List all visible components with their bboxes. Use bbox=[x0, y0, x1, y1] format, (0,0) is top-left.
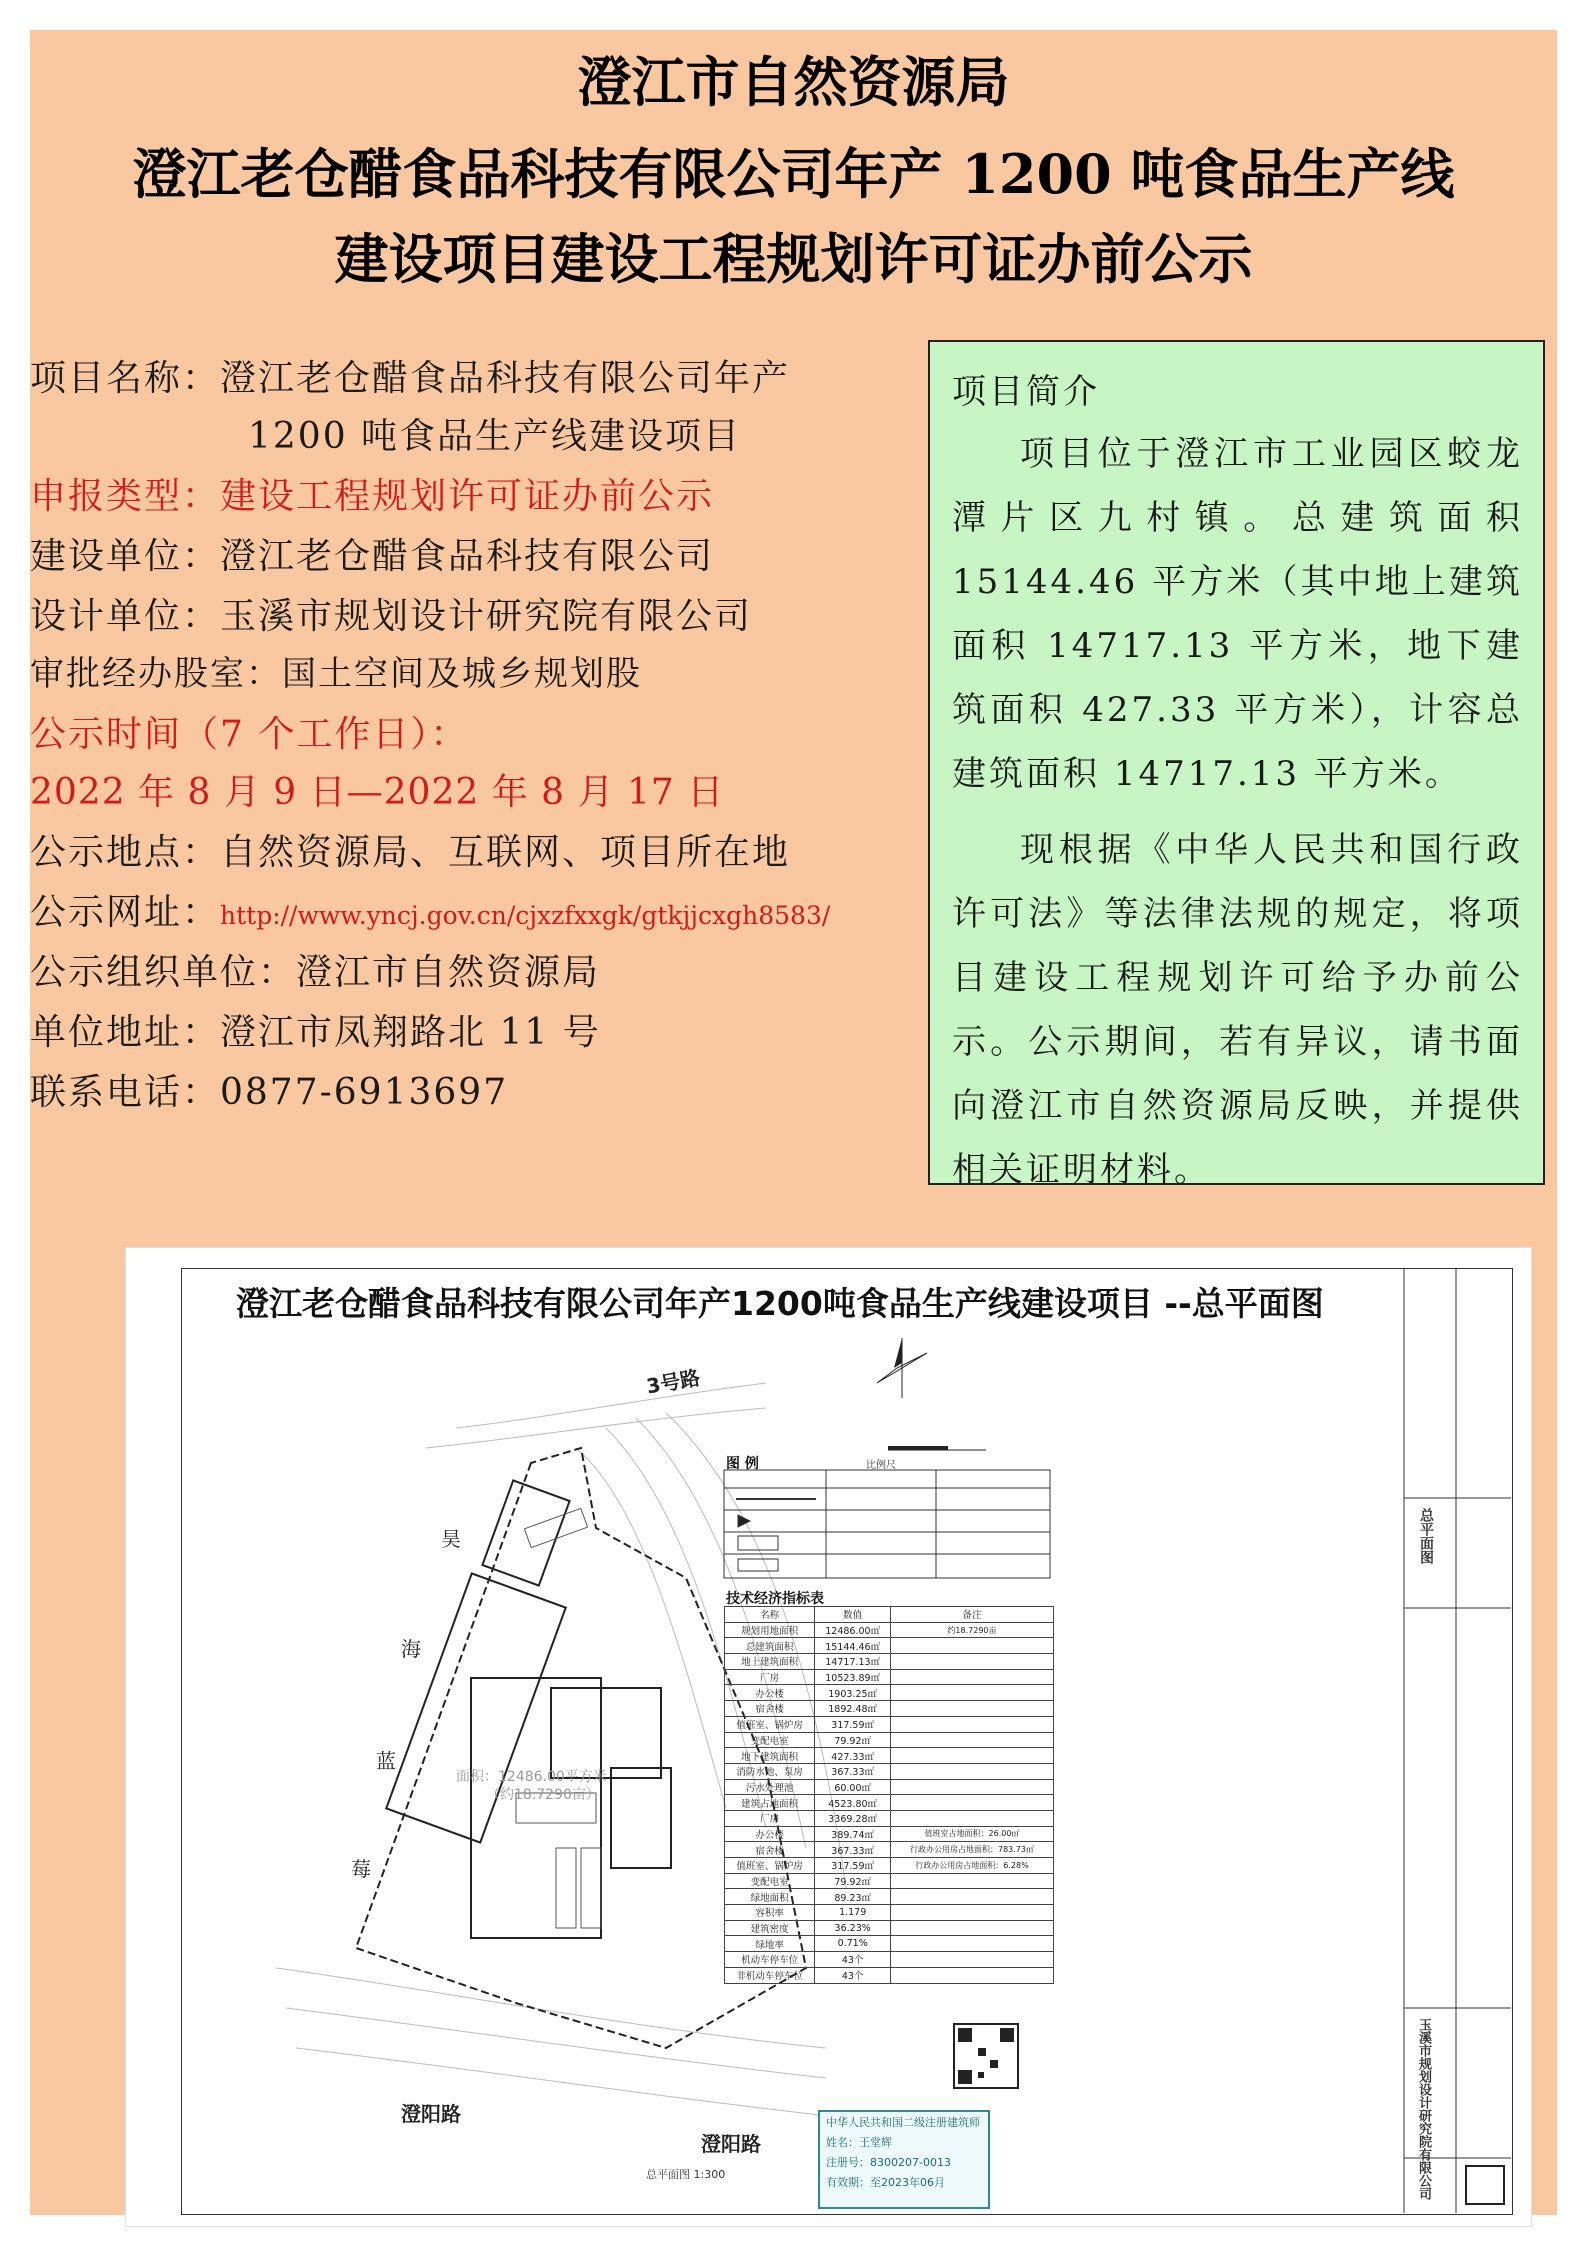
table-row bbox=[725, 1779, 1054, 1795]
notice-url-label: 公示网址： bbox=[30, 892, 221, 933]
table-cell-value: 60.00㎡ bbox=[815, 1779, 891, 1795]
neighbor-label-2: 海 bbox=[401, 1637, 421, 1661]
notice-title-line-2: 建设项目建设工程规划许可证办前公示 bbox=[334, 227, 1253, 291]
company-name-vertical: 玉溪市规划设计研究院有限公司 bbox=[1416, 2018, 1431, 2200]
designer: 设计单位：玉溪市规划设计研究院有限公司 bbox=[30, 596, 753, 637]
neighbor-label-1: 昊 bbox=[441, 1527, 461, 1551]
legend-title: 图 例 bbox=[726, 1456, 759, 1472]
legend-box bbox=[724, 1470, 1050, 1578]
stamp-line-1: 中华人民共和国二级注册建筑师 bbox=[826, 2116, 980, 2129]
table-cell-note bbox=[890, 1967, 1053, 1983]
table-row bbox=[725, 1685, 1054, 1701]
table-row bbox=[725, 1858, 1054, 1874]
scale-caption: 总平面图 1:300 bbox=[646, 2168, 726, 2181]
stamp-line-3: 注册号：8300207-0013 bbox=[826, 2156, 951, 2169]
table-header-cell: 数值 bbox=[815, 1607, 891, 1623]
organizer: 公示组织单位：澄江市自然资源局 bbox=[30, 952, 601, 993]
table-cell-name: 办公楼 bbox=[725, 1826, 815, 1842]
project-name-row bbox=[30, 350, 790, 401]
unit-address: 单位地址：澄江市凤翔路北 11 号 bbox=[30, 1012, 601, 1053]
table-cell-value: 12486.00㎡ bbox=[815, 1622, 891, 1638]
site-area-label: 面积：12486.00平方米 bbox=[456, 1769, 607, 1785]
scale-bar-label: 比例尺 bbox=[866, 1460, 896, 1471]
table-row bbox=[725, 1748, 1054, 1764]
table-cell-value: 79.92㎡ bbox=[815, 1732, 891, 1748]
contact-phone: 联系电话：0877-6913697 bbox=[30, 1072, 509, 1113]
table-cell-note bbox=[890, 1638, 1053, 1654]
office-building bbox=[551, 1688, 661, 1778]
table-cell-name: 地下建筑面积 bbox=[725, 1748, 815, 1764]
company-logo bbox=[1466, 2166, 1504, 2204]
table-cell-value: 10523.89㎡ bbox=[815, 1669, 891, 1685]
table-row bbox=[725, 1810, 1054, 1826]
table-cell-name: 厂房 bbox=[725, 1810, 815, 1826]
table-row bbox=[725, 1905, 1054, 1921]
bureau-title: 澄江市自然资源局 bbox=[577, 50, 1010, 114]
table-cell-value: 79.92㎡ bbox=[815, 1873, 891, 1889]
table-cell-name: 绿地率 bbox=[725, 1936, 815, 1952]
table-cell-value: 317.59㎡ bbox=[815, 1858, 891, 1874]
table-cell-note bbox=[890, 1669, 1053, 1685]
project-name-label: 项目名称： bbox=[30, 358, 221, 399]
table-cell-note bbox=[890, 1748, 1053, 1764]
notice-title-line-1: 澄江老仓醋食品科技有限公司年产 1200 吨食品生产线 bbox=[132, 142, 1455, 206]
road-label-south-2: 澄阳路 bbox=[701, 2132, 761, 2156]
table-cell-value: 1892.48㎡ bbox=[815, 1701, 891, 1717]
approval-office: 审批经办股室：国土空间及城乡规划股 bbox=[30, 654, 642, 694]
table-cell-note: 约18.7290亩 bbox=[890, 1622, 1053, 1638]
table-cell-value: 389.74㎡ bbox=[815, 1826, 891, 1842]
table-row bbox=[725, 1622, 1054, 1638]
road-label-south-1: 澄阳路 bbox=[401, 2102, 461, 2126]
table-cell-value: 3369.28㎡ bbox=[815, 1810, 891, 1826]
table-cell-note bbox=[890, 1763, 1053, 1779]
table-cell-name: 值班室、锅炉房 bbox=[725, 1858, 815, 1874]
notice-url-link[interactable]: http://www.yncj.gov.cn/cjxzfxxgk/gtkjjcxgh8583/ bbox=[220, 901, 831, 930]
table-header-cell: 备注 bbox=[890, 1607, 1053, 1623]
table-header-cell: 名称 bbox=[725, 1607, 815, 1623]
table-cell-value: 367.33㎡ bbox=[815, 1842, 891, 1858]
table-row bbox=[725, 1654, 1054, 1670]
table-cell-note bbox=[890, 1685, 1053, 1701]
boiler-room bbox=[611, 1768, 671, 1868]
table-row bbox=[725, 1952, 1054, 1968]
table-cell-note bbox=[890, 1889, 1053, 1905]
table-row bbox=[725, 1873, 1054, 1889]
table-cell-note bbox=[890, 1936, 1053, 1952]
table-cell-name: 建筑占地面积 bbox=[725, 1795, 815, 1811]
table-row bbox=[725, 1732, 1054, 1748]
table-cell-note bbox=[890, 1654, 1053, 1670]
table-row bbox=[725, 1716, 1054, 1732]
intro-paragraph-1: 项目位于澄江市工业园区蛟龙潭片区九村镇。总建筑面积 15144.46 平方米（其中地上建筑面积 14717.13 平方米，地下建筑面积 427.33 平方米），计容总建筑面积 14717.13 平方米。 bbox=[952, 434, 1523, 794]
architect-stamp bbox=[818, 2110, 990, 2209]
table-cell-name: 办公楼 bbox=[725, 1685, 815, 1701]
table-cell-note bbox=[890, 1920, 1053, 1936]
table-header-row bbox=[725, 1607, 1054, 1623]
table-cell-name: 规划用地面积 bbox=[725, 1622, 815, 1638]
table-cell-note bbox=[890, 1779, 1053, 1795]
stamp-line-4: 有效期：至2023年06月 bbox=[826, 2176, 945, 2189]
table-cell-name: 值班室、锅炉房 bbox=[725, 1716, 815, 1732]
table-cell-value: 1.179 bbox=[815, 1905, 891, 1921]
table-cell-note bbox=[890, 1716, 1053, 1732]
table-cell-name: 宿舍楼 bbox=[725, 1842, 815, 1858]
table-row bbox=[725, 1763, 1054, 1779]
plan-title: 澄江老仓醋食品科技有限公司年产1200吨食品生产线建设项目 --总平面图 bbox=[236, 1284, 1324, 1323]
table-row bbox=[725, 1889, 1054, 1905]
project-name-line-2: 1200 吨食品生产线建设项目 bbox=[248, 416, 742, 457]
table-cell-value: 43个 bbox=[815, 1967, 891, 1983]
notice-place: 公示地点：自然资源局、互联网、项目所在地 bbox=[30, 832, 791, 873]
table-cell-name: 建筑密度 bbox=[725, 1920, 815, 1936]
table-cell-value: 367.33㎡ bbox=[815, 1763, 891, 1779]
table-cell-value: 4523.80㎡ bbox=[815, 1795, 891, 1811]
table-cell-name: 厂房 bbox=[725, 1669, 815, 1685]
table-cell-value: 317.59㎡ bbox=[815, 1716, 891, 1732]
table-cell-name: 变配电室 bbox=[725, 1873, 815, 1889]
table-cell-note: 值班室占地面积：26.00㎡ bbox=[890, 1826, 1053, 1842]
project-intro-box bbox=[928, 340, 1545, 1190]
parking-rows bbox=[516, 1508, 601, 1928]
notice-period: 2022 年 8 月 9 日—2022 年 8 月 17 日 bbox=[30, 772, 725, 813]
table-cell-note bbox=[890, 1810, 1053, 1826]
tech-table-title: 技术经济指标表 bbox=[726, 1591, 824, 1607]
table-cell-value: 15144.46㎡ bbox=[815, 1638, 891, 1654]
intro-title: 项目简介 bbox=[952, 372, 1100, 412]
table-cell-note bbox=[890, 1873, 1053, 1889]
neighbor-label-4: 莓 bbox=[351, 1857, 371, 1881]
road-label-north: 3号路 bbox=[644, 1365, 702, 1399]
table-cell-note bbox=[890, 1905, 1053, 1921]
drawing-name: 总平面图 bbox=[1418, 1508, 1434, 1564]
builder: 建设单位：澄江老仓醋食品科技有限公司 bbox=[30, 536, 715, 577]
notice-period-label: 公示时间（7 个工作日）： bbox=[30, 714, 469, 755]
table-cell-name: 变配电室 bbox=[725, 1732, 815, 1748]
table-cell-name: 非机动车停车位 bbox=[725, 1967, 815, 1983]
project-name-line-1: 澄江老仓醋食品科技有限公司年产 bbox=[220, 358, 791, 399]
table-cell-name: 容积率 bbox=[725, 1905, 815, 1921]
table-cell-name: 机动车停车位 bbox=[725, 1952, 815, 1968]
apply-type: 申报类型：建设工程规划许可证办前公示 bbox=[30, 476, 715, 517]
table-cell-value: 0.71% bbox=[815, 1936, 891, 1952]
table-cell-value: 89.23㎡ bbox=[815, 1889, 891, 1905]
table-cell-name: 消防水池、泵房 bbox=[725, 1763, 815, 1779]
table-cell-note: 行政办公用房占地面积：6.28% bbox=[890, 1858, 1053, 1874]
table-row bbox=[725, 1920, 1054, 1936]
table-row bbox=[725, 1795, 1054, 1811]
notice-url-row bbox=[30, 884, 830, 935]
table-cell-note: 行政办公用房占地面积：783.73㎡ bbox=[890, 1842, 1053, 1858]
table-cell-name: 绿地面积 bbox=[725, 1889, 815, 1905]
notice-poster bbox=[30, 30, 1557, 2215]
table-cell-value: 1903.25㎡ bbox=[815, 1685, 891, 1701]
scale-bar bbox=[888, 1446, 986, 1450]
table-row bbox=[725, 1936, 1054, 1952]
table-row bbox=[725, 1638, 1054, 1654]
table-cell-value: 14717.13㎡ bbox=[815, 1654, 891, 1670]
neighbor-label-3: 蓝 bbox=[376, 1749, 396, 1773]
table-cell-note bbox=[890, 1701, 1053, 1717]
tech-indicator-table bbox=[724, 1606, 1054, 1984]
table-cell-note bbox=[890, 1732, 1053, 1748]
table-cell-name: 地上建筑面积 bbox=[725, 1654, 815, 1670]
table-row bbox=[725, 1701, 1054, 1717]
table-row bbox=[725, 1669, 1054, 1685]
site-area-label-2: （约18.7290亩） bbox=[486, 1787, 600, 1803]
table-cell-name: 污水处理池 bbox=[725, 1779, 815, 1795]
site-plan-drawing bbox=[125, 1247, 1532, 2227]
table-cell-value: 36.23% bbox=[815, 1920, 891, 1936]
table-row bbox=[725, 1826, 1054, 1842]
table-cell-value: 427.33㎡ bbox=[815, 1748, 891, 1764]
table-row bbox=[725, 1842, 1054, 1858]
table-cell-note bbox=[890, 1795, 1053, 1811]
table-cell-name: 总建筑面积 bbox=[725, 1638, 815, 1654]
table-cell-value: 43个 bbox=[815, 1952, 891, 1968]
table-row bbox=[725, 1967, 1054, 1983]
stamp-line-2: 姓名：王堂辉 bbox=[826, 2136, 892, 2149]
intro-paragraph-2: 现根据《中华人民共和国行政许可法》等法律法规的规定，将项目建设工程规划许可给予办前公示。公示期间，若有异议，请书面向澄江市自然资源局反映，并提供相关证明材料。 bbox=[952, 830, 1523, 1190]
table-cell-name: 宿舍楼 bbox=[725, 1701, 815, 1717]
table-cell-note bbox=[890, 1952, 1053, 1968]
north-arrow bbox=[877, 1338, 927, 1398]
